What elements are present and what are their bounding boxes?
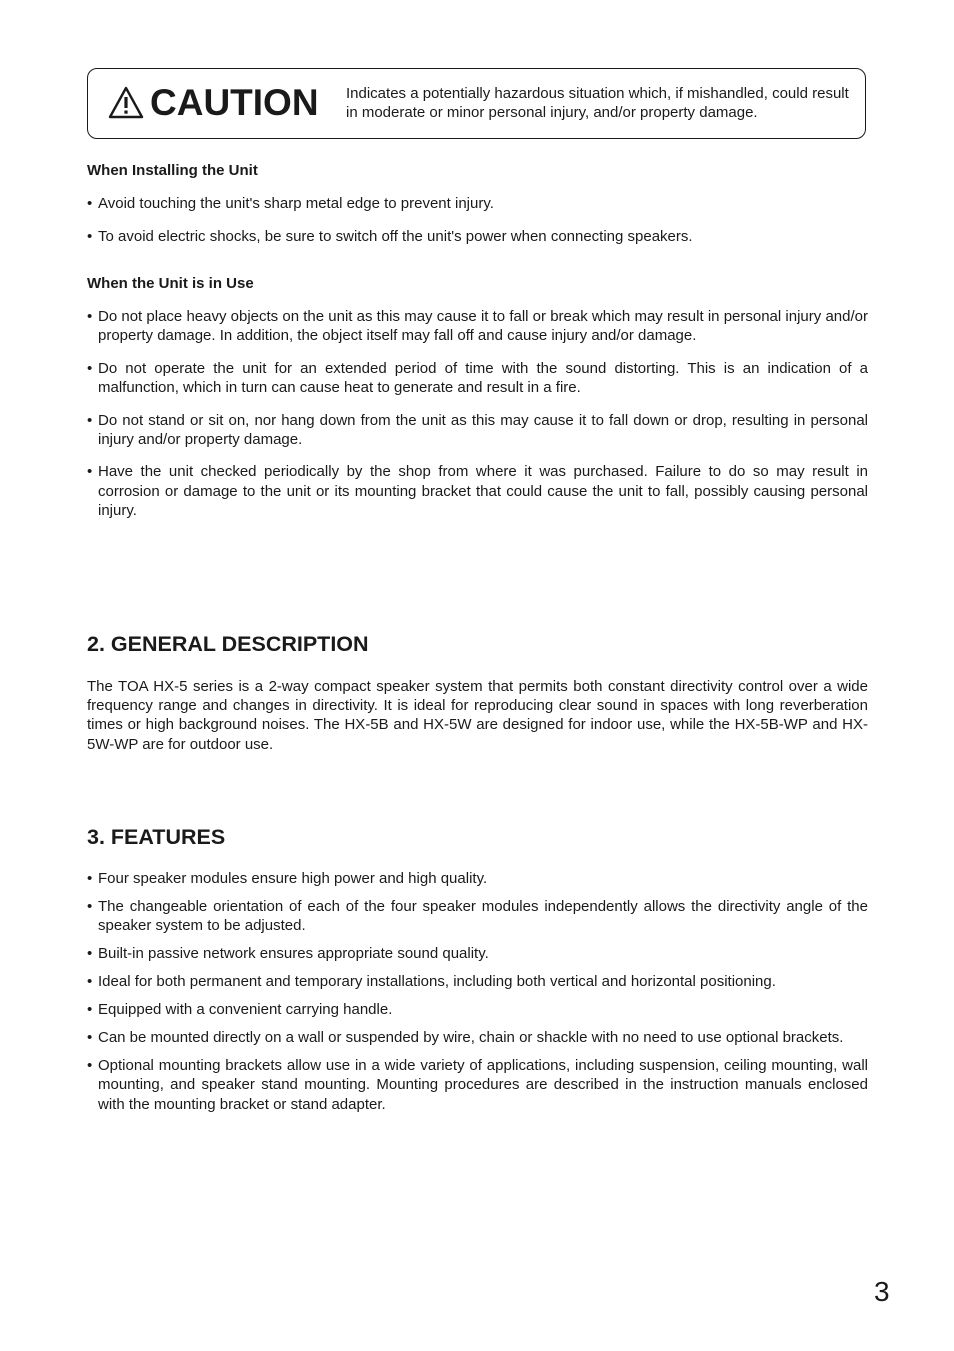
caution-title xyxy=(108,83,319,123)
installing-list xyxy=(87,194,868,247)
list-item: • Do not stand or sit on, nor hang down from the unit as this may cause it to fall down or drop, resulting in personal injury and/or property damage. xyxy=(87,411,868,450)
list-item: • Do not operate the unit for an extended period of time with the sound distorting. This is an indication of a malfunction, which in turn can cause heat to generate and result in a fire. xyxy=(87,359,868,398)
list-item: • Optional mounting brackets allow use in a wide variety of applications, including suspension, ceiling mounting, wall mounting, and speaker stand mounting. Mounting procedures are described in the instruction manuals enclosed with the mounting bracket or stand adapter. xyxy=(87,1056,868,1114)
in-use-list xyxy=(87,307,868,521)
general-description-body: The TOA HX-5 series is a 2-way compact speaker system that permits both constant directivity control over a wide frequency range and changes in directivity. It is ideal for reproducing clear sound in spaces with long reverberation times or high background noises. The HX-5B and HX-5W are designed for indoor use, while the HX-5B-WP and HX-5W-WP are for outdoor use. xyxy=(87,678,868,753)
list-item: • The changeable orientation of each of the four speaker modules independently allows the directivity angle of the speaker system to be adjusted. xyxy=(87,897,868,936)
page-number: 3 xyxy=(874,1276,890,1307)
caution-word: CAUTION xyxy=(150,82,319,123)
list-item: • To avoid electric shocks, be sure to switch off the unit's power when connecting speakers. xyxy=(87,227,868,246)
list-item: • Avoid touching the unit's sharp metal edge to prevent injury. xyxy=(87,194,868,213)
list-item: • Ideal for both permanent and temporary installations, including both vertical and horizontal positioning. xyxy=(87,972,868,991)
list-item: • Have the unit checked periodically by the shop from where it was purchased. Failure to do so may result in corrosion or damage to the unit or its mounting bracket that could cause the unit to fall, possibly causing personal injury. xyxy=(87,462,868,520)
list-item: • Can be mounted directly on a wall or suspended by wire, chain or shackle with no need to use optional brackets. xyxy=(87,1028,868,1047)
caution-description: Indicates a potentially hazardous situation which, if mishandled, could result in moderate or minor personal injury, and/or property damage. xyxy=(346,85,849,121)
warning-triangle-icon xyxy=(108,85,144,121)
features-list xyxy=(87,869,868,1114)
list-item: • Four speaker modules ensure high power and high quality. xyxy=(87,869,868,888)
list-item: • Built-in passive network ensures appropriate sound quality. xyxy=(87,944,868,963)
features-title: 3. FEATURES xyxy=(87,825,226,849)
general-description-title: 2. GENERAL DESCRIPTION xyxy=(87,632,369,656)
list-item: • Do not place heavy objects on the unit as this may cause it to fall or break which may result in personal injury and/or property damage. In addition, the object itself may fall off and cause injury and/or damage. xyxy=(87,307,868,346)
installing-heading: When Installing the Unit xyxy=(87,162,258,179)
in-use-heading: When the Unit is in Use xyxy=(87,275,254,292)
list-item: • Equipped with a convenient carrying handle. xyxy=(87,1000,868,1019)
caution-box xyxy=(87,68,866,139)
